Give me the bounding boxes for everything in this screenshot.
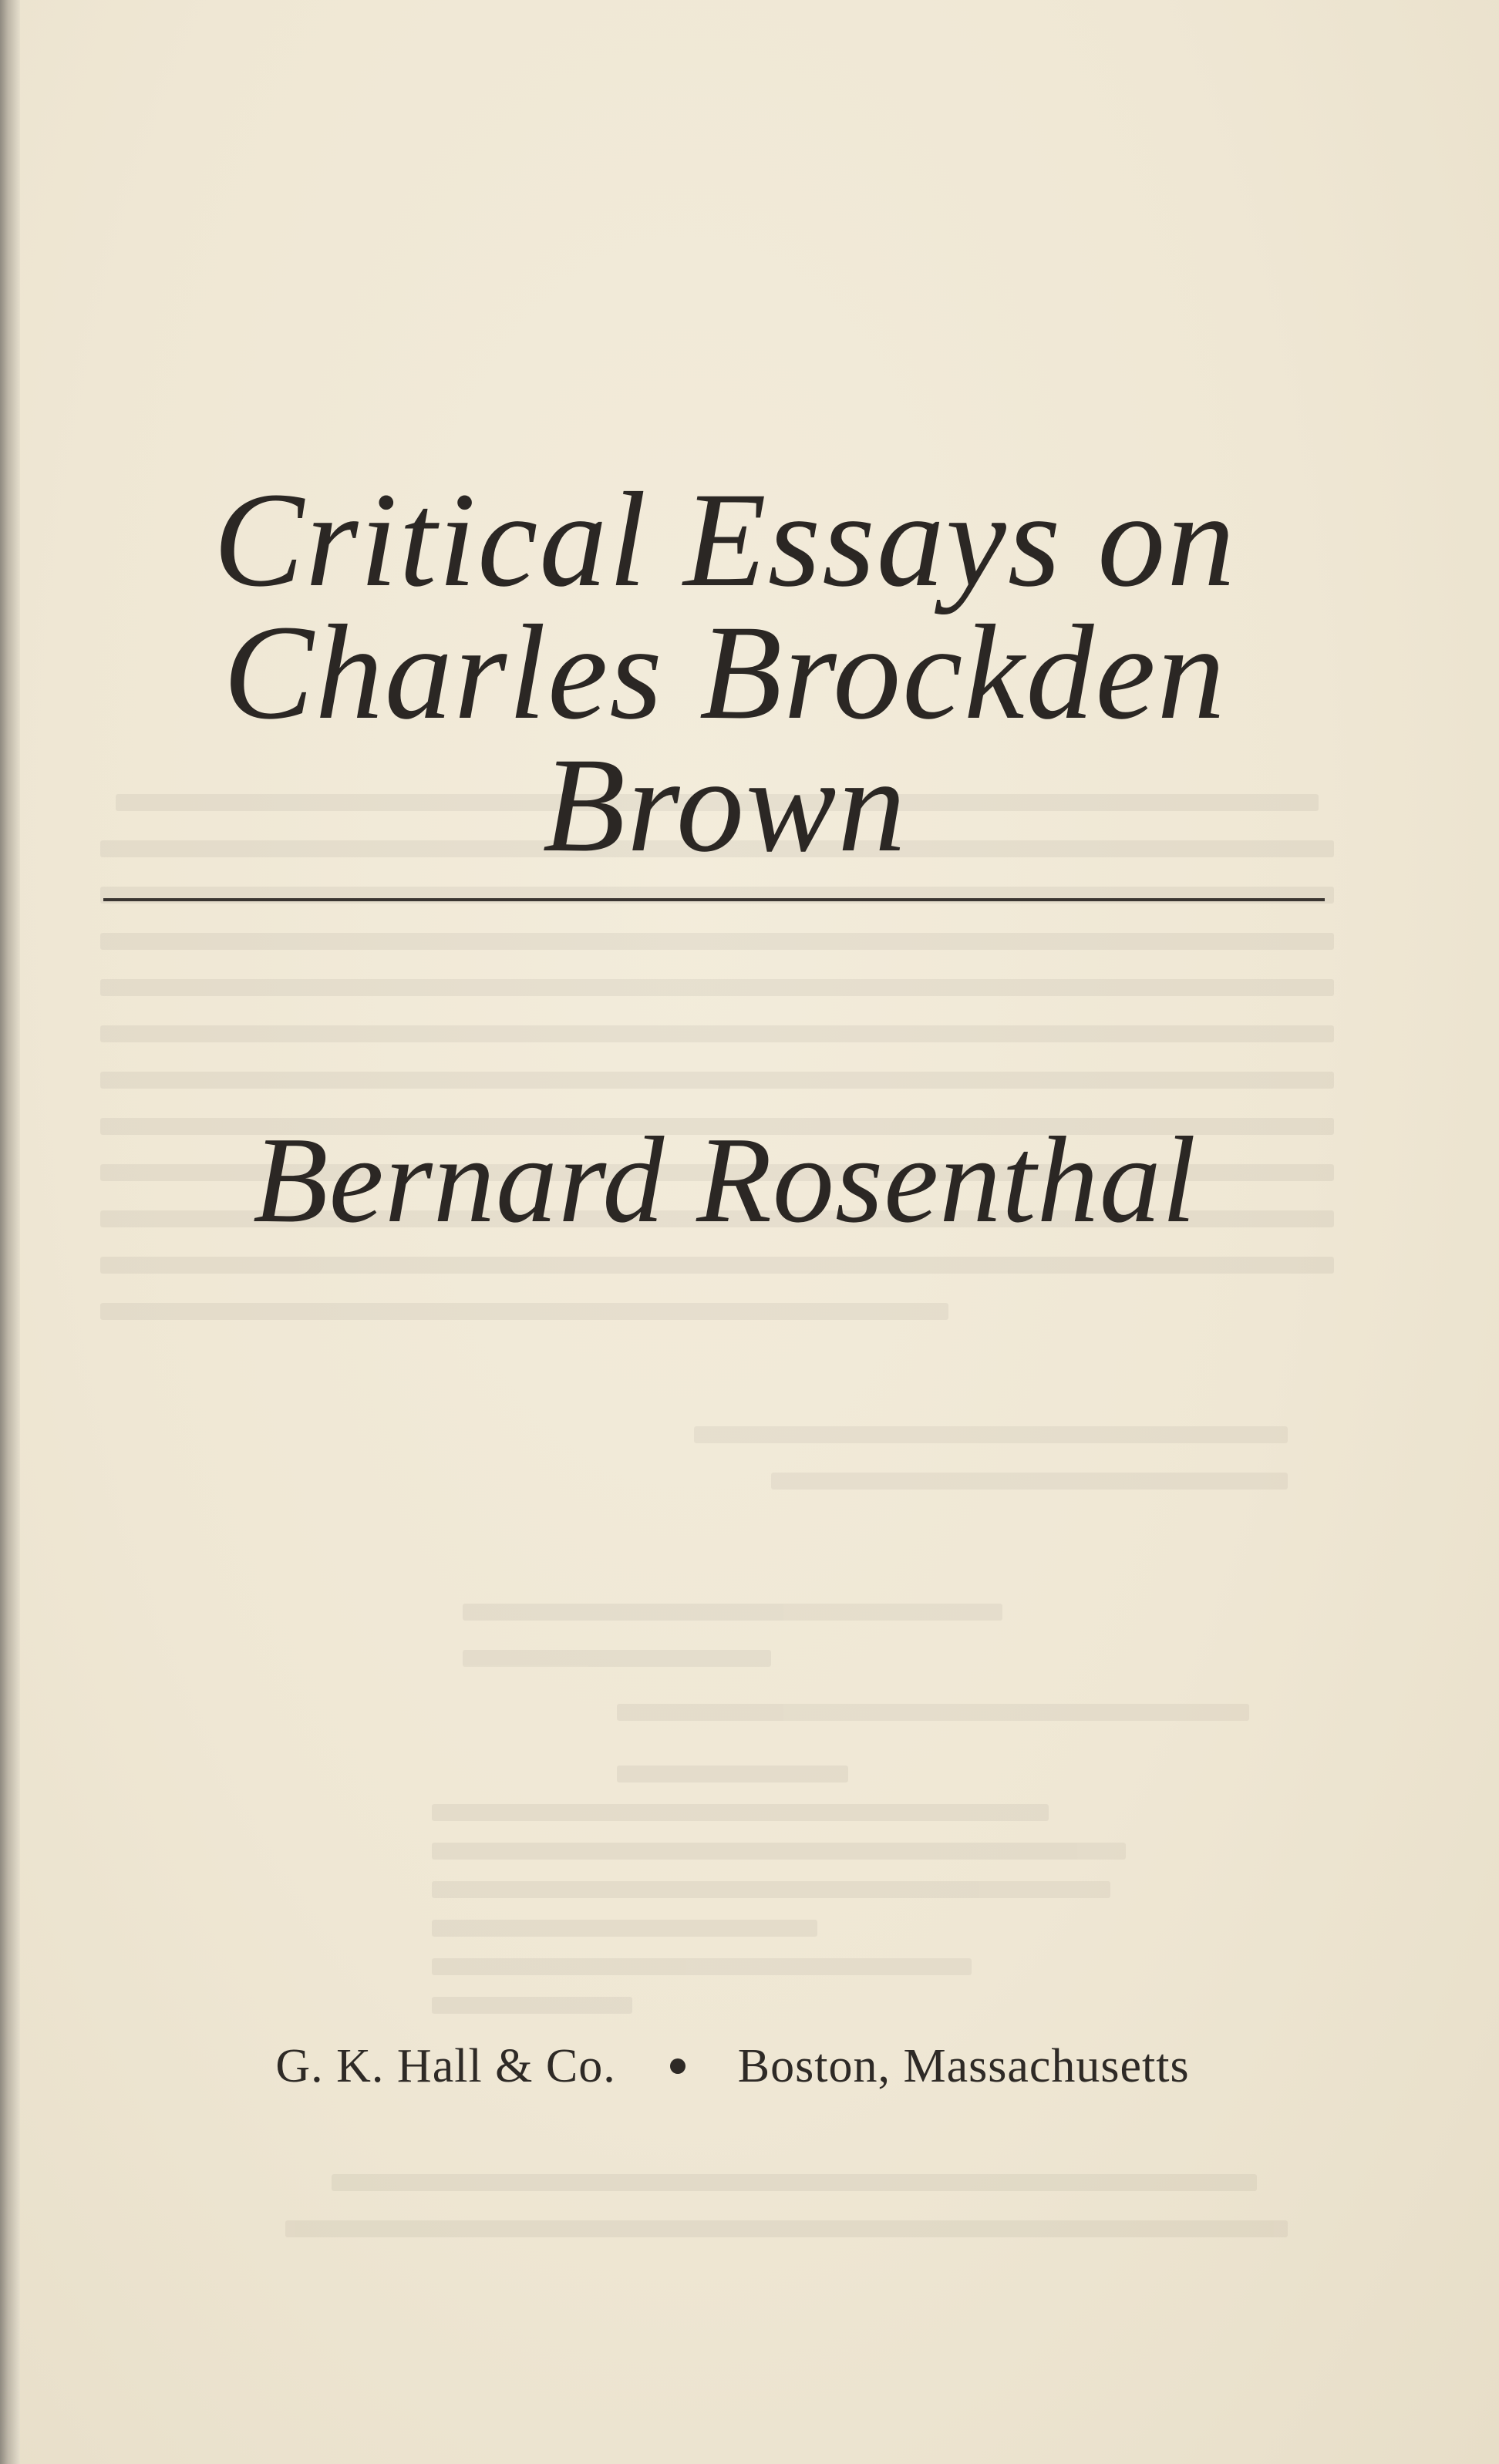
title-line-3: Brown [542,730,908,880]
page-binding-edge [0,0,20,2464]
publisher-imprint [154,2035,1311,2097]
author-name: Bernard Rosenthal [252,1111,1198,1248]
book-title [100,465,1349,880]
bullet-separator-icon [670,2058,685,2074]
title-line-2: Charles Brockden [223,597,1227,748]
publisher-name: G. K. Hall & Co. [275,2040,616,2092]
title-line-1: Critical Essays on [213,465,1237,615]
publisher-location: Boston, Massachusetts [737,2040,1190,2092]
title-divider-rule [103,898,1325,901]
